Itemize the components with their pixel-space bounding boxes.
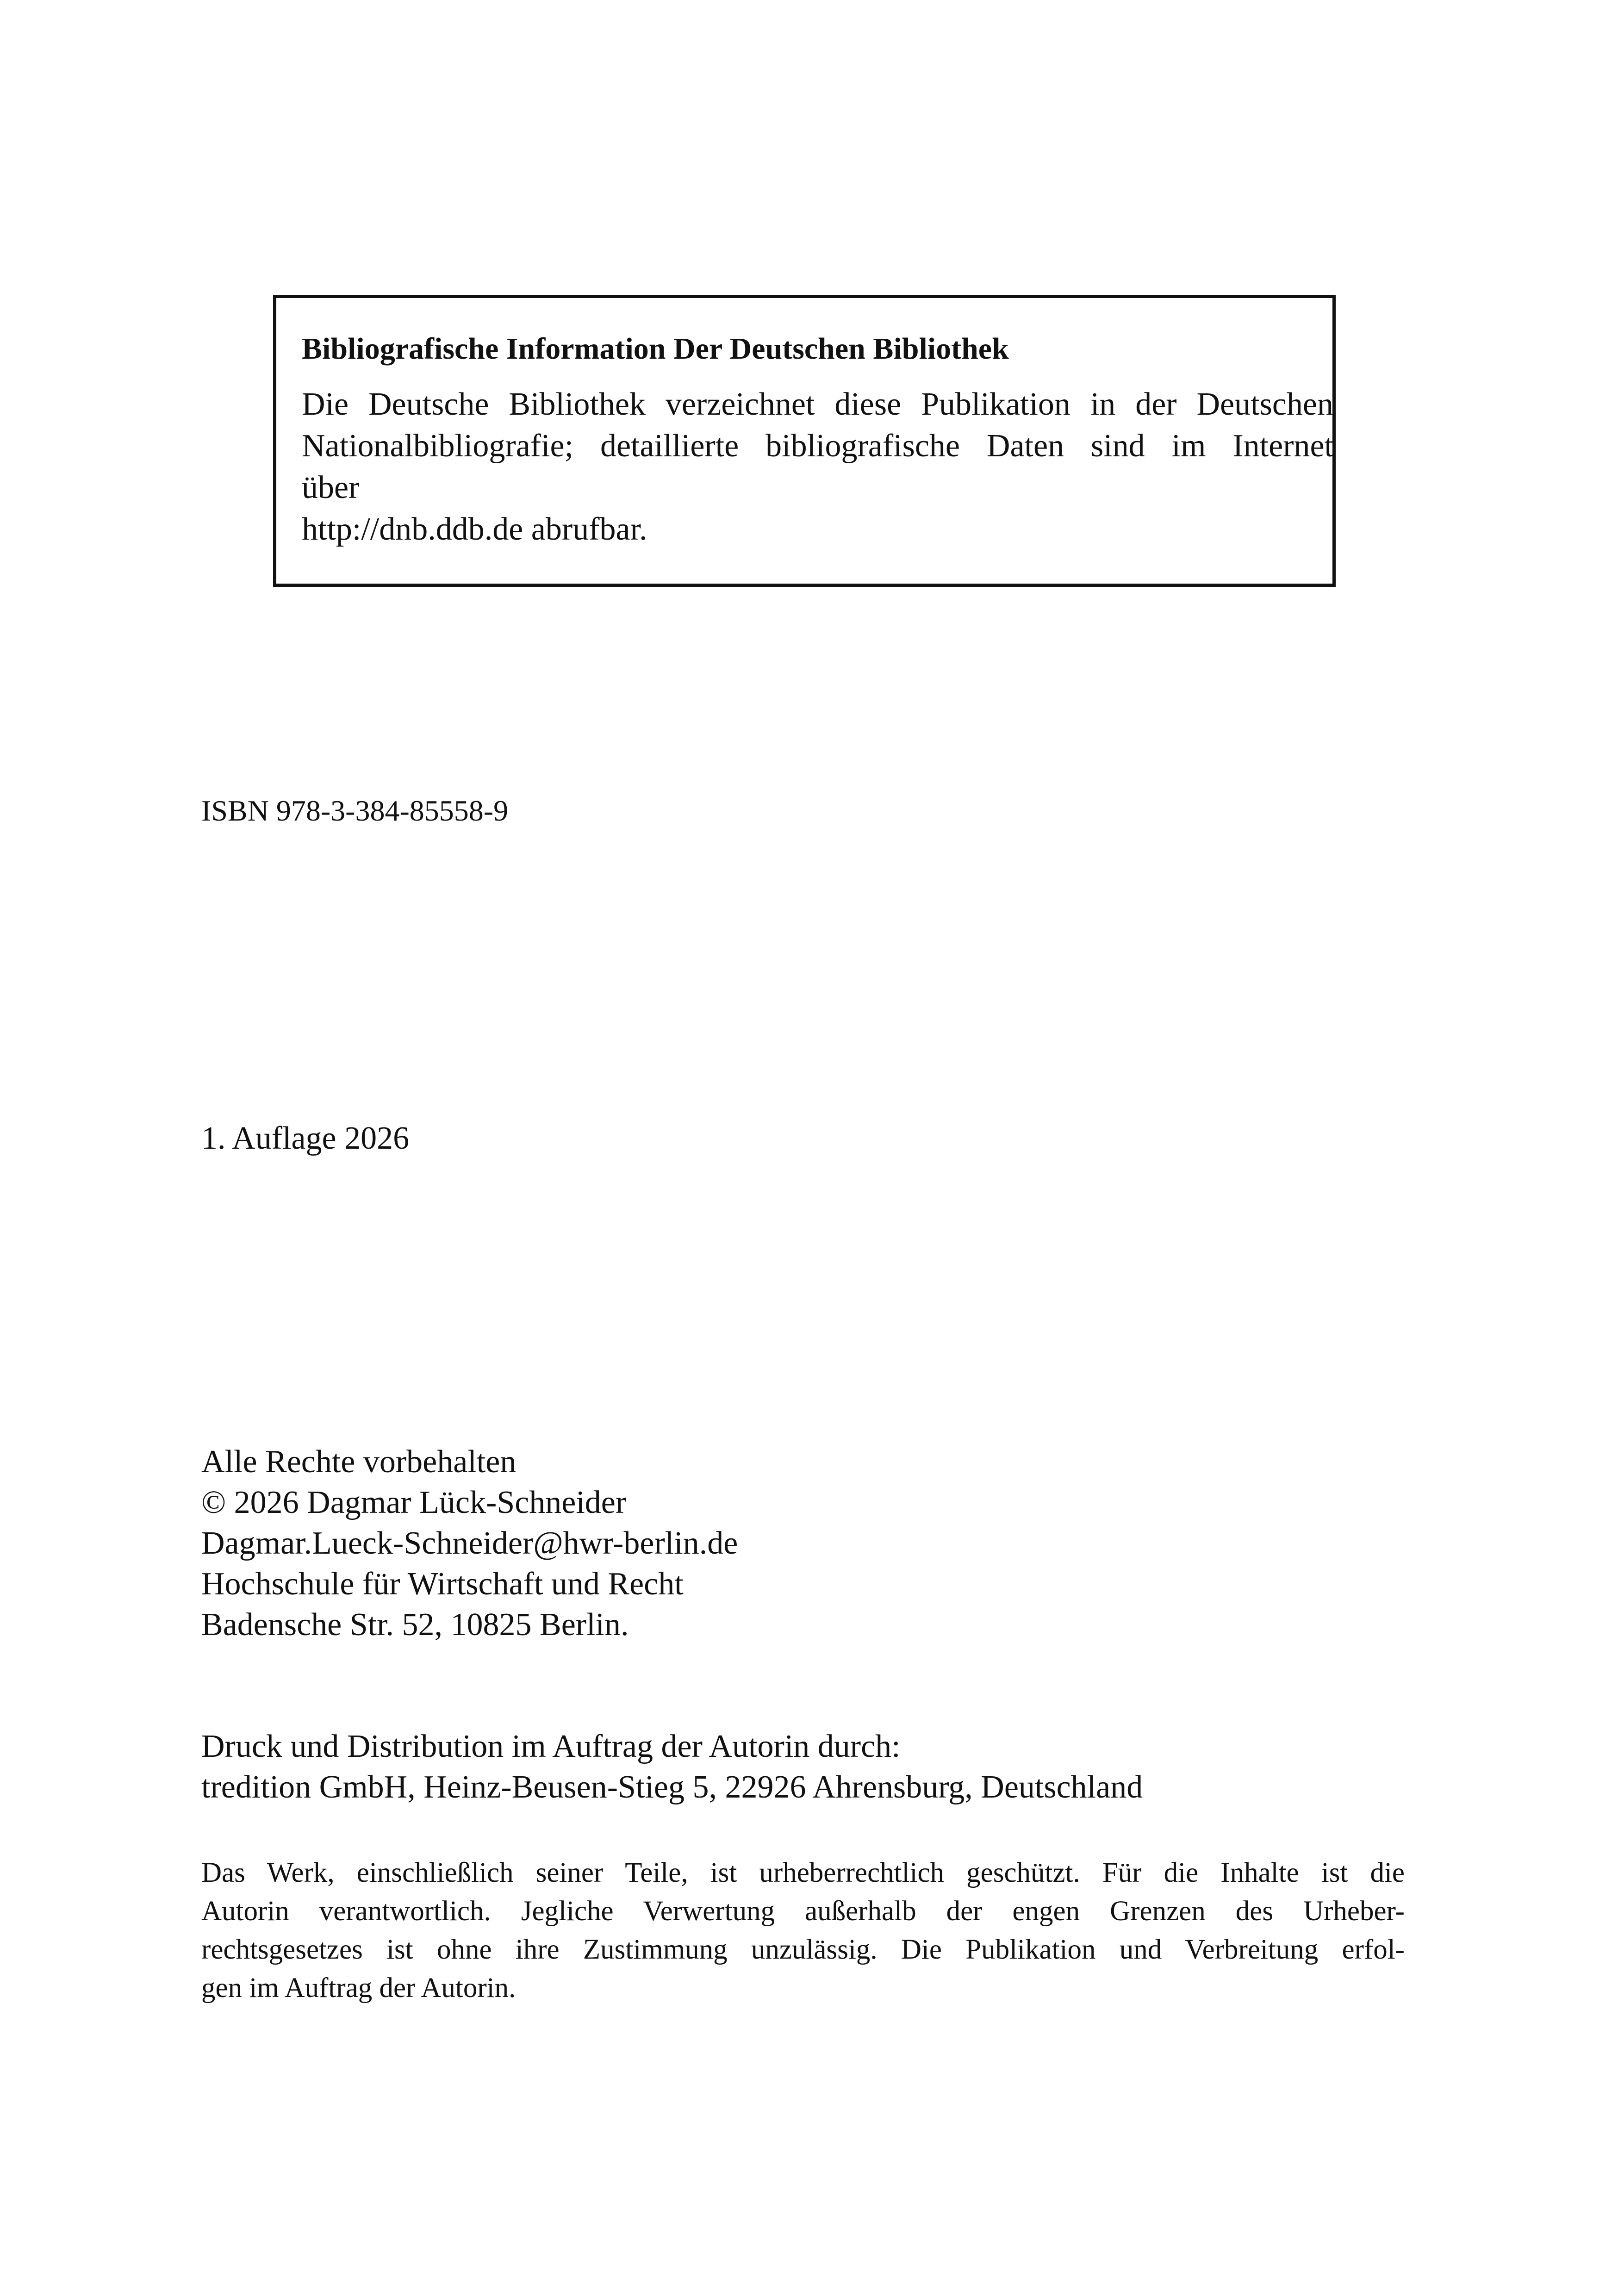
publisher-address: tredition GmbH, Heinz-Beusen-Stieg 5, 22926 Ahrensburg, Deutschland — [201, 1769, 1143, 1805]
notice-line: Das Werk, einschließlich seiner Teile, ist urheberrechtlich geschützt. Für die Inhalte ist die — [201, 1857, 1405, 1888]
rights-line: Alle Rechte vorbehalten — [201, 1444, 517, 1480]
isbn: ISBN 978-3-384-85558-9 — [201, 794, 509, 827]
copyright-notice — [201, 1854, 1405, 2007]
notice-line: Autorin verantwortlich. Jegliche Verwertung außerhalb der engen Grenzen des Urheber- — [201, 1896, 1405, 1927]
copyright-holder: © 2026 Dagmar Lück-Schneider — [201, 1485, 627, 1520]
cip-title: Bibliografische Information Der Deutschen Bibliothek — [302, 332, 1009, 366]
cip-link-line: http://dnb.ddb.de abrufbar. — [302, 511, 647, 547]
cip-line: Nationalbibliografie; detaillierte bibliografische Daten sind im Internet — [302, 428, 1333, 464]
notice-line: rechtsgesetzes ist ohne ihre Zustimmung unzulässig. Die Publikation und Verbreitung erfol- — [201, 1934, 1405, 1965]
notice-line: gen im Auftrag der Autorin. — [201, 1972, 516, 2004]
author-email: Dagmar.Lueck-Schneider@hwr-berlin.de — [201, 1525, 738, 1561]
institution: Hochschule für Wirtschaft und Recht — [201, 1566, 684, 1602]
rights-block — [201, 1442, 738, 1645]
address: Badensche Str. 52, 10825 Berlin. — [201, 1607, 629, 1643]
distribution-line: Druck und Distribution im Auftrag der Autorin durch: — [201, 1729, 901, 1764]
edition: 1. Auflage 2026 — [201, 1120, 410, 1156]
cip-box — [273, 295, 1336, 587]
distribution-block — [201, 1726, 1143, 1808]
cip-body — [302, 384, 1333, 550]
cip-line: über — [302, 470, 360, 505]
cip-line: Die Deutsche Bibliothek verzeichnet diese Publikation in der Deutschen — [302, 386, 1333, 422]
